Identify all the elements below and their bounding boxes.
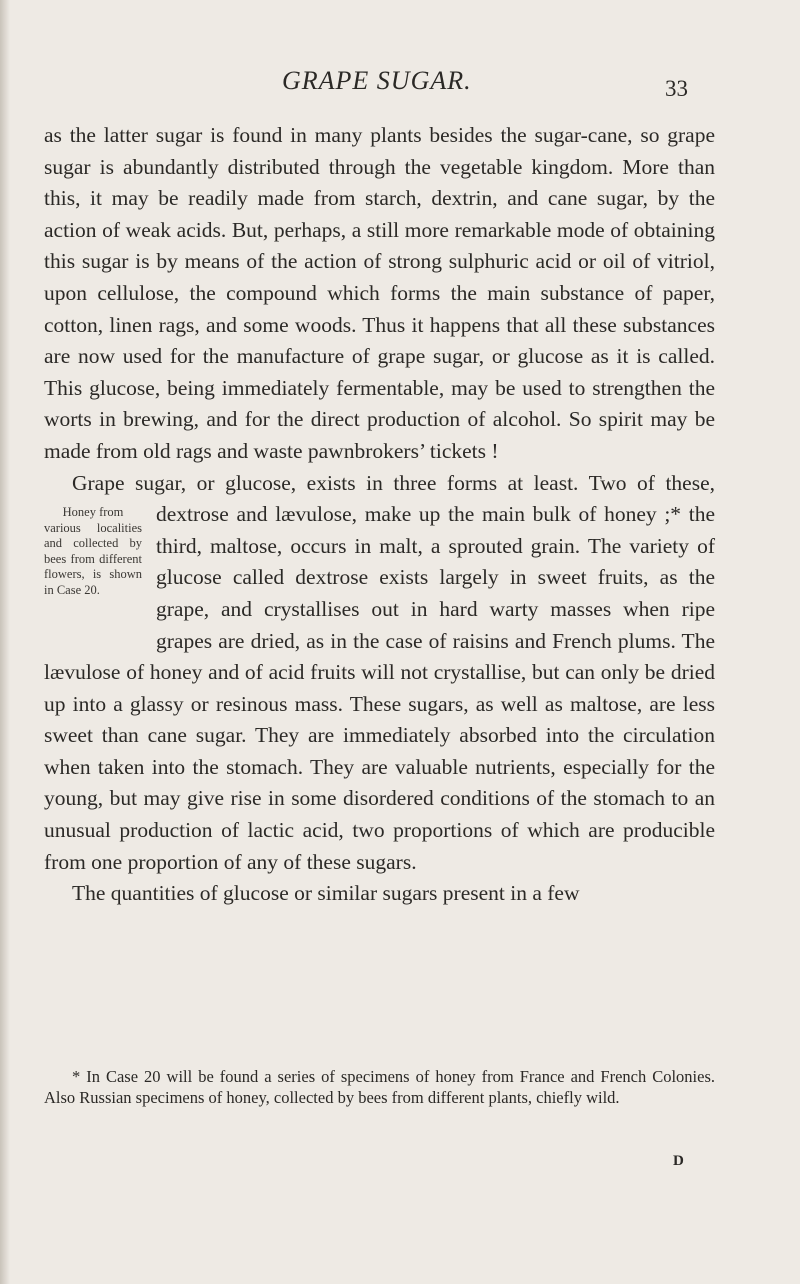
page-number: 33 — [665, 76, 688, 101]
margin-note-rest: various localities and collected by bees from different flowers, is shown in Case 20. — [44, 520, 142, 597]
paragraph-1: as the latter sugar is found in many plants besides the sugar-cane, so grape sugar is abundantly distributed through the vegetable kingdom. More than this, it may be readily made from starch, dextrin, and cane sugar, by the action of weak acids. But, perhaps, a still more remarkable mode of obtaining this sugar is by means of the action of strong sulphuric acid or oil of vitriol, upon cellulose, the compound which forms the main substance of paper, cotton, linen rags, and some woods. Thus it happens that all these substances are now used for the manufacture of grape sugar, or glucose as it is called. This glucose, being immediately fermentable, may be used to strengthen the worts in brewing, and for the direct production of alcohol. So spirit may be made from old rags and waste pawnbrokers’ tickets ! — [44, 123, 715, 463]
signature-mark: D — [673, 1153, 684, 1169]
paragraph-2-lead — [44, 468, 715, 879]
footnote — [44, 1066, 715, 1108]
paragraph-2-text: Grape sugar, or glucose, exists in three forms at least. Two of these, dextrose and lævulose, make up the main bulk of honey ;* the third, maltose, occurs in malt, a sprouted grain. The variety of glucose called dextrose exists largely in sweet fruits, as the grape, and crystallises out in hard warty masses when ripe grapes are dried, as in the case of raisins and French plums. The lævulose of honey and of acid fruits will not crystallise, but can only be dried up into a glassy or resinous mass. These sugars, as well as maltose, are less sweet than cane sugar. They are immediately absorbed into the circulation when taken into the stomach. They are valuable nutrients, especially for the young, but may give rise in some disordered conditions of the stomach to an unusual production of lactic acid, two proportions of which are producible from one proportion of any of these sugars. — [44, 470, 715, 874]
margin-note-first-line: Honey from — [62, 505, 124, 520]
page-header — [0, 66, 800, 106]
paragraph-3: The quantities of glucose or similar sugars present in a few — [72, 881, 580, 906]
page-edge-shadow — [0, 0, 10, 1284]
margin-note — [44, 505, 142, 598]
running-head: GRAPE SUGAR. — [282, 66, 472, 95]
body-text — [44, 120, 715, 910]
footnote-text: * In Case 20 will be found a series of specimens of honey from France and French Colonies. Also Russian specimens of honey, collected by bees from different plants, chiefly wild. — [44, 1067, 715, 1107]
